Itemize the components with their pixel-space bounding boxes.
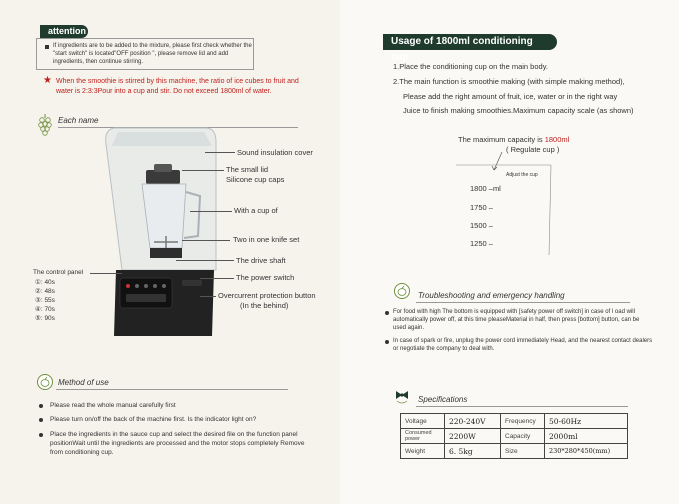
capacity-sub: ( Regulate cup ) (506, 145, 560, 154)
method-divider (56, 389, 288, 390)
spec-value: 230*280*450(mm) (545, 444, 628, 459)
spec-value: 50-60Hz (545, 414, 628, 429)
adjust-cup-label: Adjust the cup (506, 172, 538, 178)
spec-value: 220-240V (445, 414, 501, 429)
leader-shaft (176, 260, 234, 261)
attention-header: attention (40, 25, 88, 38)
usage-line: Juice to finish making smoothies.Maximum capacity scale (as shown) (403, 106, 634, 115)
table-row (401, 429, 628, 444)
leader-knife (182, 240, 230, 241)
spec-label: Frequency (501, 414, 545, 429)
capacity-value: 1800ml (544, 135, 570, 144)
label-cup: With a cup of (234, 206, 278, 215)
spec-label: Size (501, 444, 545, 459)
method-step: Place the ingredients in the sauce cup and select the desired file on the function panel positionWait until the ingredients are processed and the motor stops completely Remove from conditioning cup. (50, 431, 305, 456)
method-step: Please read the whole manual carefully first (50, 402, 176, 409)
usage-header: Usage of 1800ml conditioning cup (383, 34, 557, 50)
table-row (401, 444, 628, 459)
attention-box (36, 38, 254, 70)
label-cover: Sound insulation cover (237, 148, 313, 157)
control-panel-title: The control panel (33, 269, 84, 276)
trouble-title: Troubleshooting and emergency handling (418, 291, 565, 300)
leader-control-panel (90, 273, 122, 274)
usage-line: Please add the right amount of fruit, ice, water or in the right way (403, 92, 618, 101)
specs-divider (416, 406, 628, 407)
spec-value: 2000ml (545, 429, 628, 444)
spec-label: Consumed power (401, 429, 445, 444)
capacity-mark: 1800 –ml (470, 184, 501, 193)
spec-value: 6. 5kg (445, 444, 501, 459)
capacity-mark: 1500 – (470, 221, 493, 230)
spec-label: Capacity (501, 429, 545, 444)
trouble-divider (416, 302, 630, 303)
label-overcurrent: Overcurrent protection button (218, 291, 316, 300)
method-bullet (39, 418, 43, 422)
usage-line: 2.The main function is smoothie making (with simple making method), (393, 77, 625, 86)
leader-cup (190, 211, 232, 212)
leader-switch (200, 278, 234, 279)
table-row (401, 414, 628, 429)
control-panel-item: ③: 55s (35, 297, 55, 304)
leader-cover (205, 152, 235, 153)
blender-image (96, 120, 226, 342)
attention-text: If ingredients are to be added to the mixture, please first check whether the "start switch" is located"OFF position ", please remove lid and add ingredients, then continue stirring. (53, 43, 252, 65)
method-title: Method of use (58, 378, 109, 387)
capacity-mark: 1750 – (470, 203, 493, 212)
method-bullet (39, 404, 43, 408)
trouble-bullet (385, 311, 389, 315)
method-bullet (39, 433, 43, 437)
lemon-icon (394, 283, 410, 299)
control-panel-item: ⑤: 90s (35, 315, 55, 322)
grapes-icon (38, 114, 52, 136)
label-behind: (In the behind) (240, 301, 289, 310)
lemon-icon (37, 374, 53, 390)
spec-label: Weight (401, 444, 445, 459)
method-step: Please turn on/off the back of the machine first. Is the indicator light on? (50, 416, 257, 423)
label-switch: The power switch (236, 273, 295, 282)
label-lid: The small lid (226, 165, 269, 174)
right-page (340, 0, 679, 504)
attention-bullet (45, 45, 49, 49)
star-icon: ★ (43, 75, 52, 86)
control-panel-item: ④: 70s (35, 306, 55, 313)
label-knife: Two in one knife set (233, 235, 300, 244)
usage-line: 1.Place the conditioning cup on the main body. (393, 62, 548, 71)
capacity-prefix: The maximum capacity is (458, 135, 545, 144)
spec-value: 2200W (445, 429, 501, 444)
control-panel-item: ②: 48s (35, 288, 55, 295)
bow-icon (394, 389, 410, 405)
trouble-item: In case of spark or fire, unplug the power cord immediately Head, and the nearest contact dealers or negotiate the company to deal with. (393, 338, 653, 352)
trouble-item: For food with high The bottom is equipped with [safety power off switch] in case of l oad will automatically power off, at this time pleaseMaterial in half, then press [bottom] button, can be used again. (393, 309, 640, 331)
each-name-title: Each name (58, 116, 99, 125)
specs-title: Specifications (418, 395, 468, 404)
leader-lid (182, 170, 224, 171)
label-caps: Silicone cup caps (226, 175, 285, 184)
trouble-bullet (385, 340, 389, 344)
capacity-mark: 1250 – (470, 239, 493, 248)
label-shaft: The drive shaft (236, 256, 286, 265)
spec-label: Voltage (401, 414, 445, 429)
control-panel-item: ①: 40s (35, 279, 55, 286)
warning-text: When the smoothie is stirred by this machine, the ratio of ice cubes to fruit and water is 2:3:3Pour into a cup and stir. Do not exceed 1800ml of water. (56, 78, 299, 95)
specs-table (400, 413, 628, 459)
leader-overcurrent (200, 296, 216, 297)
